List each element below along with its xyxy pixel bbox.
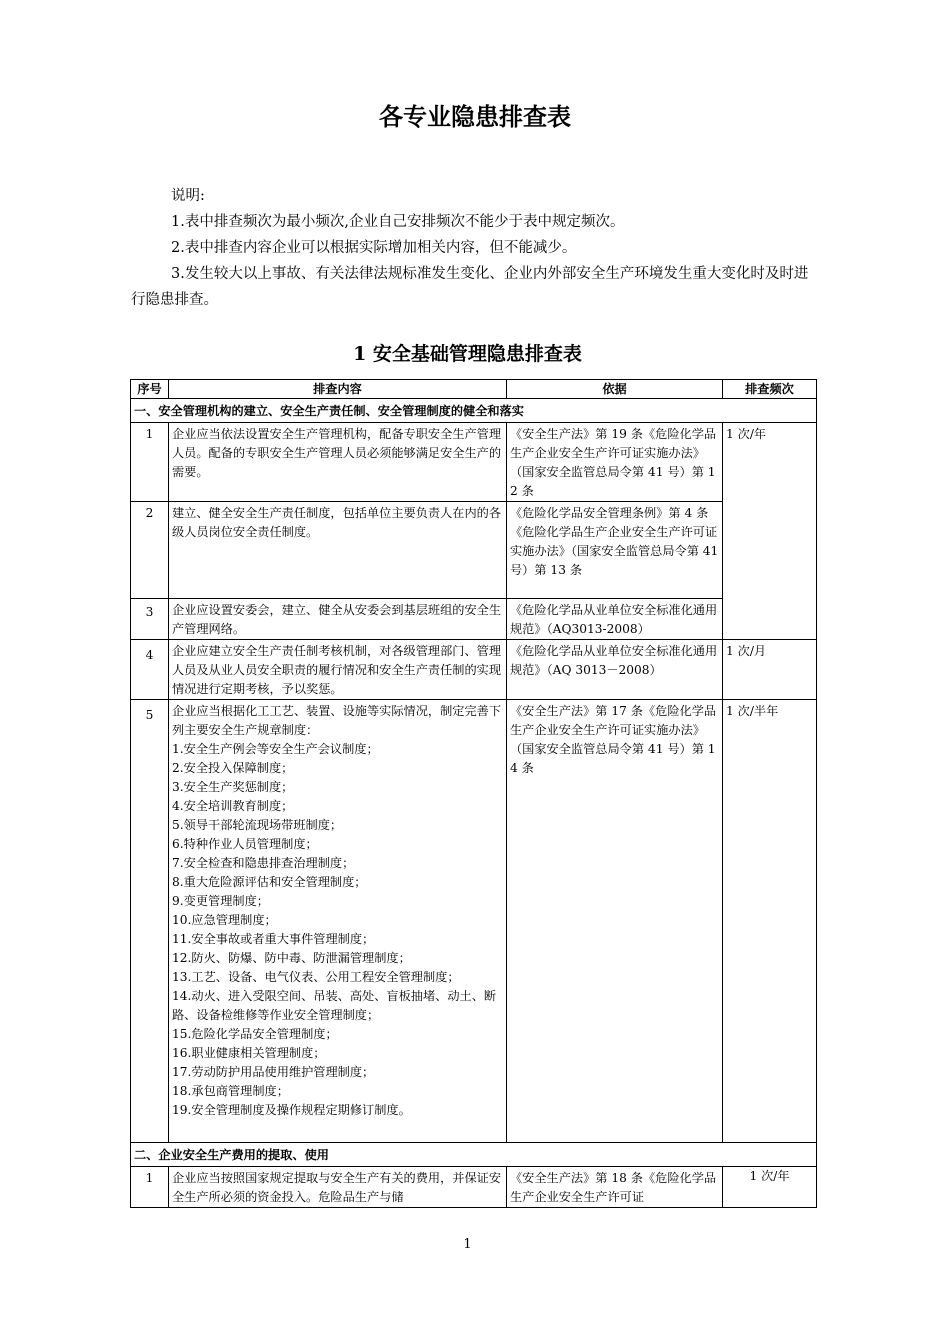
list-item: 17.劳动防护用品使用维护管理制度； [172,1065,375,1079]
list-item: 5.领导干部轮流现场带班制度； [172,818,343,832]
list-item: 19.安全管理制度及操作规程定期修订制度。 [172,1103,411,1117]
row-number: 5 [131,700,169,1143]
row-number: 1 [131,423,169,502]
group-heading-row [131,1143,817,1167]
row-number: 3 [131,599,169,640]
list-item: 2.安全投入保障制度； [172,761,294,775]
row-basis: 《危险化学品安全管理条例》第 4 条《危险化学品生产企业安全生产许可证实施办法》（国家安全监管总局令第 41 号）第 13 条 [507,502,723,599]
row-number: 4 [131,640,169,700]
row-number: 1 [131,1167,169,1208]
row-content: 企业应建立安全生产责任制考核机制，对各级管理部门、管理人员及从业人员安全职责的履行情况和安全生产责任制的实现情况进行定期考核，予以奖惩。 [169,640,507,700]
list-item: 10.应急管理制度； [172,913,277,927]
row-content: 企业应当按照国家规定提取与安全生产有关的费用，并保证安全生产所必须的资金投入。危险品生产与储 [169,1167,507,1208]
row-basis: 《安全生产法》第 18 条《危险化学品生产企业安全生产许可证 [507,1167,723,1208]
header-content: 排查内容 [169,380,507,399]
table-row [131,502,817,599]
row-content [169,700,507,1143]
table-row [131,599,817,640]
list-item: 18.承包商管理制度； [172,1084,289,1098]
group-heading-row [131,399,817,423]
document-title: 各专业隐患排查表 [379,102,571,131]
row-content: 建立、健全安全生产责任制度，包括单位主要负责人在内的各级人员岗位安全责任制度。 [169,502,507,599]
header-frequency: 排查频次 [723,380,817,399]
list-item: 6.特种作业人员管理制度； [172,837,318,851]
note-item-2: 2.表中排查内容企业可以根据实际增加相关内容，但不能减少。 [171,240,577,256]
row-basis: 《安全生产法》第 17 条《危险化学品生产企业安全生产许可证实施办法》（国家安全监管总局令第 41 号）第 14 条 [507,700,723,1143]
notes-block [131,183,821,313]
row-basis: 《安全生产法》第 19 条《危险化学品生产企业安全生产许可证实施办法》（国家安全监管总局令第 41 号）第 12 条 [507,423,723,502]
page-number: 1 [463,1237,472,1252]
row-frequency: 1 次/年 [723,1167,817,1208]
content-intro: 企业应当根据化工工艺、装置、设施等实际情况，制定完善下列主要安全生产规章制度： [172,704,502,737]
group-heading-2: 二、企业安全生产费用的提取、使用 [131,1143,817,1167]
table-row [131,1167,817,1208]
section-title: 1 安全基础管理隐患排查表 [353,343,582,365]
note-item-3: 3.发生较大以上事故、有关法律法规标准发生变化、企业内外部安全生产环境发生重大变化时及时进行隐患排查。 [131,266,809,308]
row-content: 企业应设置安委会，建立、健全从安委会到基层班组的安全生产管理网络。 [169,599,507,640]
list-item: 7.安全检查和隐患排查治理制度； [172,856,355,870]
header-seq: 序号 [131,380,169,399]
list-item: 9.变更管理制度； [172,894,269,908]
list-item: 1.安全生产例会等安全生产会议制度； [172,742,379,756]
hazard-check-table [130,379,817,1208]
note-item-1: 1.表中排查频次为最小频次,企业自己安排频次不能少于表中规定频次。 [171,214,625,230]
row-basis: 《危险化学品从业单位安全标准化通用规范》（AQ3013-2008） [507,599,723,640]
header-basis: 依据 [507,380,723,399]
row-basis: 《危险化学品从业单位安全标准化通用规范》（AQ 3013－2008） [507,640,723,700]
table-row [131,700,817,1143]
table-row [131,640,817,700]
list-item: 8.重大危险源评估和安全管理制度； [172,875,367,889]
notes-label: 说明: [171,188,205,204]
row-content: 企业应当依法设置安全生产管理机构，配备专职安全生产管理人员。配备的专职安全生产管理人员必须能够满足安全生产的需要。 [169,423,507,502]
list-item: 11.安全事故或者重大事件管理制度； [172,932,375,946]
list-item: 12.防火、防爆、防中毒、防泄漏管理制度； [172,951,411,965]
group-heading-1: 一、安全管理机构的建立、安全生产责任制、安全管理制度的健全和落实 [131,399,817,423]
table-header-row [131,380,817,399]
table-row [131,423,817,502]
list-item: 14.动火、进入受限空间、吊装、高处、盲板抽堵、动土、断路、设备检维修等作业安全管理制度； [172,989,497,1022]
list-item: 3.安全生产奖惩制度； [172,780,294,794]
row-number: 2 [131,502,169,599]
list-item: 13.工艺、设备、电气仪表、公用工程安全管理制度； [172,970,460,984]
row-frequency: 1 次/年 [723,423,817,640]
row-frequency: 1 次/月 [723,640,817,700]
row-frequency: 1 次/半年 [723,700,817,1143]
list-item: 16.职业健康相关管理制度； [172,1046,326,1060]
list-item: 15.危险化学品安全管理制度； [172,1027,338,1041]
list-item: 4.安全培训教育制度； [172,799,294,813]
